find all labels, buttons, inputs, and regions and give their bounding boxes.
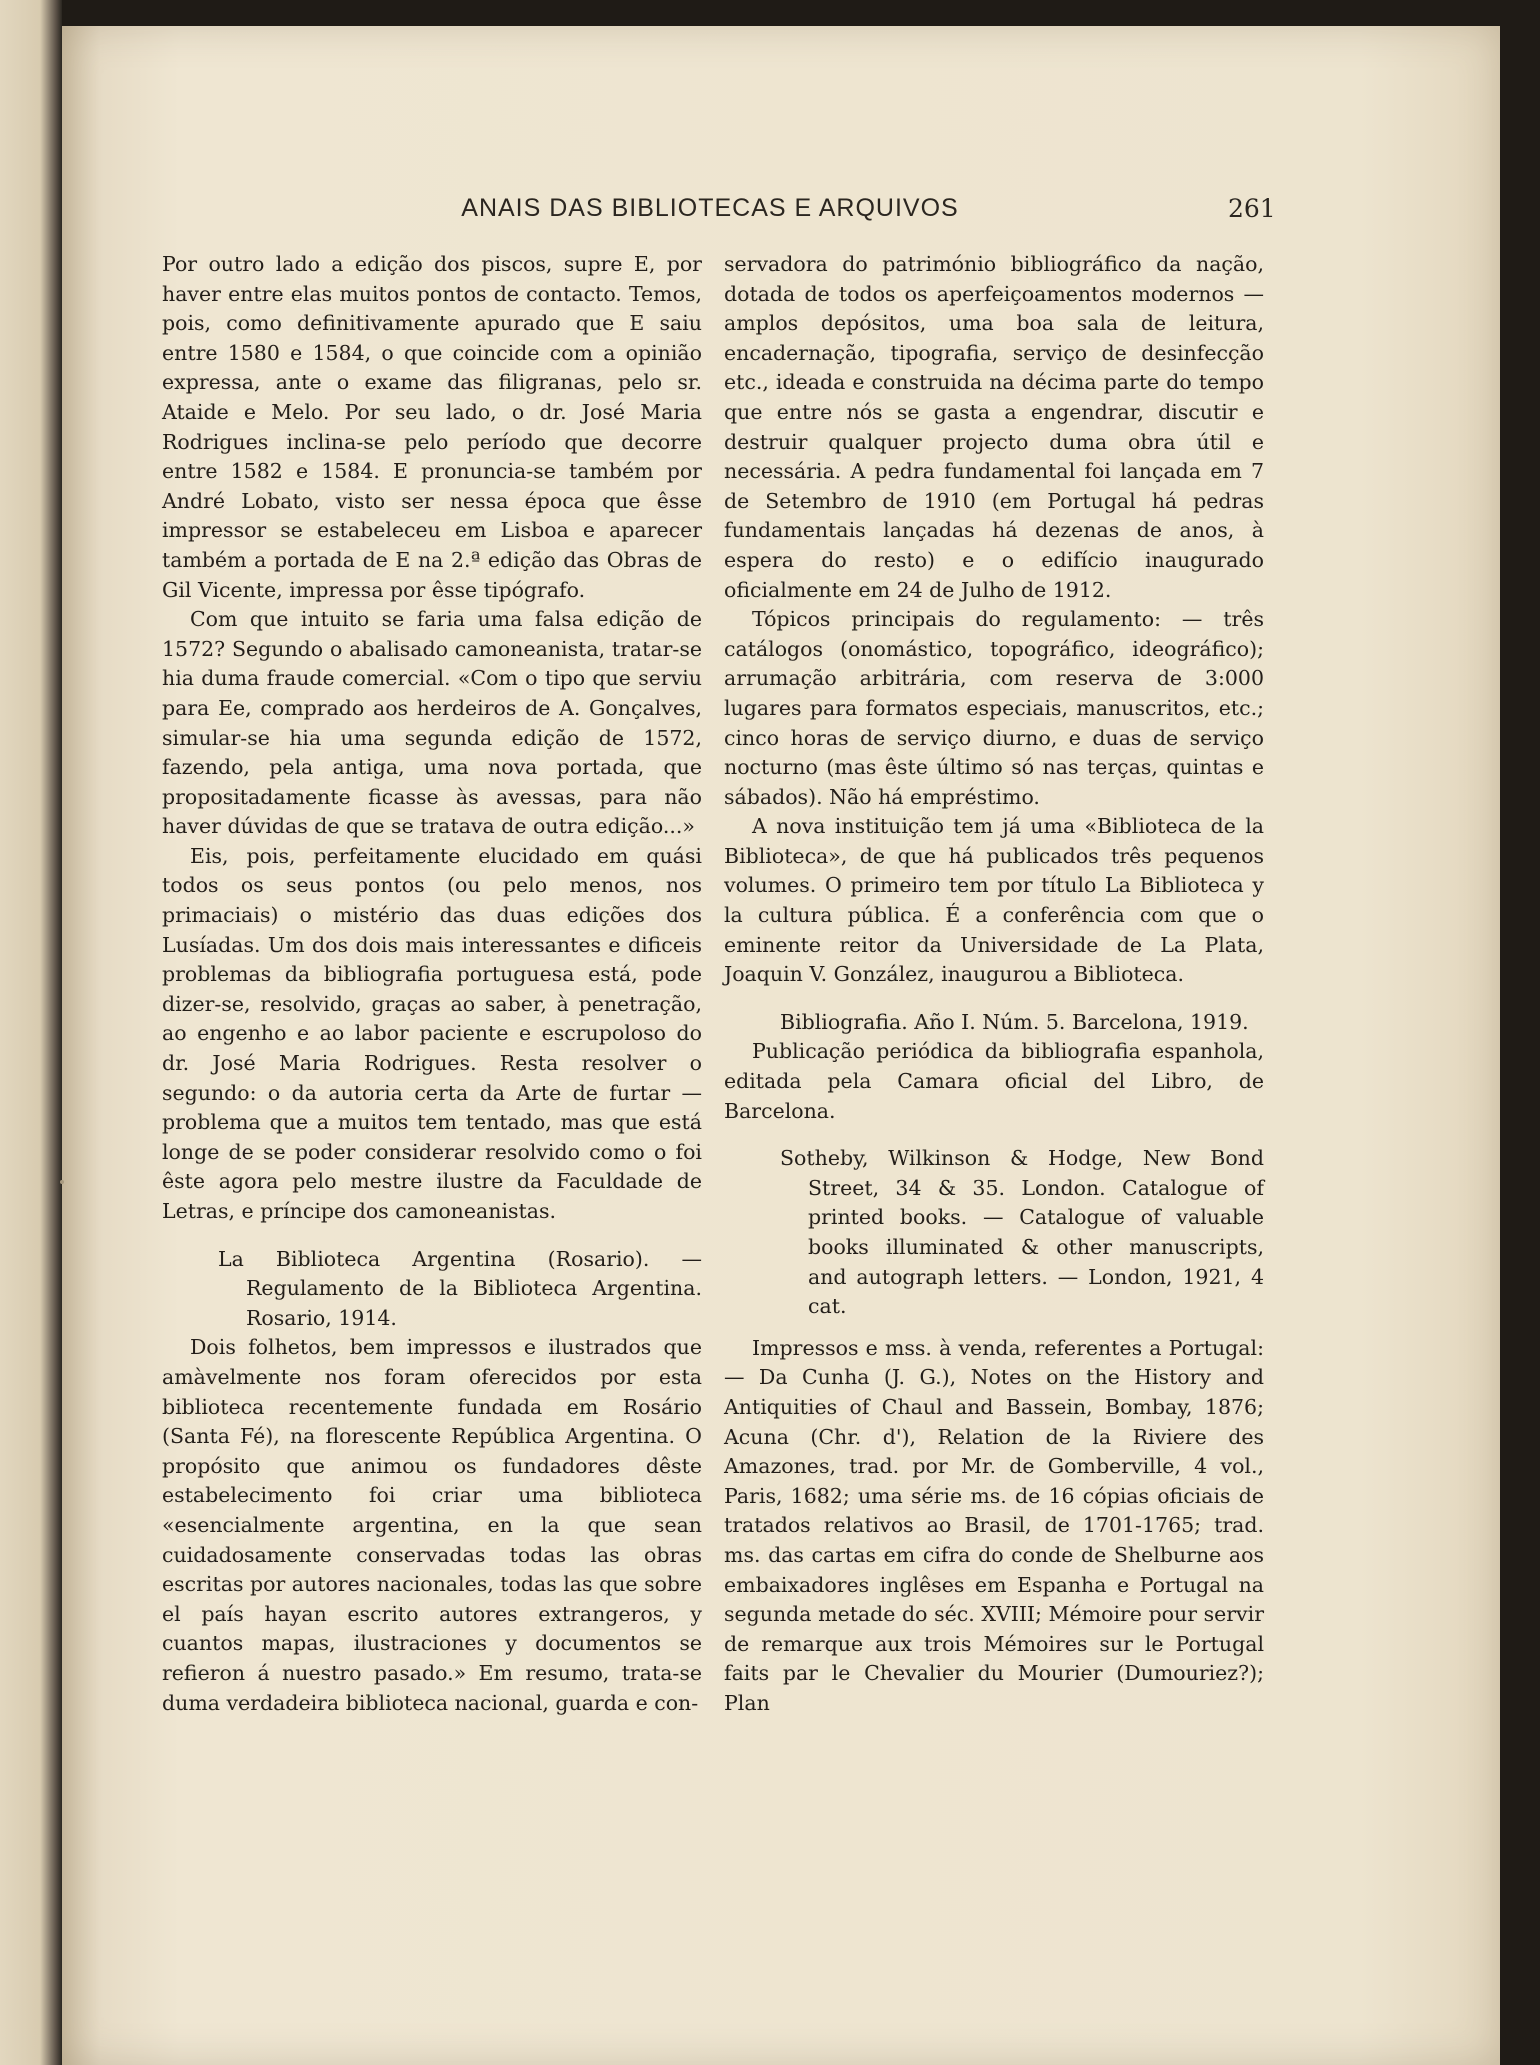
paragraph: Dois folhetos, bem impressos e ilustrados que amàvelmente nos foram oferecidos por esta biblioteca recentemente fundada em Rosário (Santa Fé), na florescente República Argentina. O propósito que animou os fundadores dêste estabelecimento foi criar uma biblioteca «esencialmente argentina, en la que sean cuidadosamente conservadas todas las obras escritas por autores nacionales, todas las que sobre el país hayan escrito autores extrangeros, y cuantos mapas, ilustraciones y documentos se refieron á nuestro pasado.» Em resumo, trata-se duma verdadeira biblioteca nacional, guarda e con- <box>162 1335 702 1715</box>
bibliographic-entry: Sotheby, Wilkinson & Hodge, New Bond Street, 34 & 35. London. Catalogue of printed books. — Catalogue of valuable books illuminated & other manuscripts, and autograph letters. — London, 1921, 4 cat. <box>780 1146 1264 1319</box>
paragraph: Tópicos principais do regulamento: — três catálogos (onomástico, topográfico, ideográfico); arrumação arbitrária, com reserva de 3:000 lugares para formatos especiais, manuscritos, etc.; cinco horas de serviço diurno, e duas de serviço nocturno (mas êste último só nas terças, quintas e sábados). Não há empréstimo. <box>724 607 1264 809</box>
paragraph: Impressos e mss. à venda, referentes a Portugal: — Da Cunha (J. G.), Notes on the History and Antiquities of Chaul and Bassein, Bombay, 1876; Acuna (Chr. d'), Relation de la Riviere des Amazones, trad. por Mr. de Gomberville, 4 vol., Paris, 1682; uma série ms. de 16 cópias oficiais de tratados relativos ao Brasil, de 1701-1765; trad. ms. das cartas em cifra do conde de Shelburne aos embaixadores inglêses em Espanha e Portugal na segunda metade do séc. XVIII; Mémoire pour servir de remarque aux trois Mémoires sur le Portugal faits par le Chevalier du Mourier (Dumouriez?); Plan <box>724 1335 1264 1715</box>
running-title: ANAIS DAS BIBLIOTECAS E ARQUIVOS <box>461 194 959 222</box>
page-gutter <box>0 0 62 2065</box>
paragraph: Publicação periódica da bibliografia espanhola, editada pela Camara oficial del Libro, de Barcelona. <box>724 1039 1264 1123</box>
paragraph: servadora do património bibliográfico da nação, dotada de todos os aperfeiçoamentos modernos — amplos depósitos, uma boa sala de leitura, encadernação, tipografia, serviço de desinfecção etc., ideada e construida na décima parte do tempo que entre nós se gasta a engendrar, discutir e destruir qualquer projecto duma obra útil e necessária. A pedra fundamental foi lançada em 7 de Setembro de 1910 (em Portugal há pedras fundamentais lançadas há dezenas de anos, à espera do resto) e o edifício inaugurado oficialmente em 24 de Julho de 1912. <box>724 252 1264 602</box>
paper-spot <box>60 1180 64 1184</box>
paragraph: Por outro lado a edição dos piscos, supre E, por haver entre elas muitos pontos de contacto. Temos, pois, como definitivamente apurado que E saiu entre 1580 e 1584, o que coincide com a opinião expressa, ante o exame das filigranas, pelo sr. Ataide e Melo. Por seu lado, o dr. José Maria Rodrigues inclina-se pelo período que decorre entre 1582 e 1584. E pronuncia-se também por André Lobato, visto ser nessa época que êsse impressor se estabeleceu em Lisboa e aparecer também a portada de E na 2.ª edição das Obras de Gil Vicente, impressa por êsse tipógrafo. <box>162 252 702 602</box>
left-column <box>162 250 702 1718</box>
bibliographic-entry: Bibliografia. Año I. Núm. 5. Barcelona, 1919. <box>780 1009 1249 1034</box>
paragraph: A nova instituição tem já uma «Biblioteca de la Biblioteca», de que há publicados três pequenos volumes. O primeiro tem por título La Biblioteca y la cultura pública. É a conferência com que o eminente reitor da Universidade de La Plata, Joaquin V. González, inaugurou a Biblioteca. <box>724 814 1264 987</box>
page-number: 261 <box>1228 194 1276 223</box>
paragraph: Eis, pois, perfeitamente elucidado em quási todos os seus pontos (ou pelo menos, nos primaciais) o mistério das duas edições dos Lusíadas. Um dos dois mais interessantes e dificeis problemas da bibliografia portuguesa está, pode dizer-se, resolvido, graças ao saber, à penetração, ao engenho e ao labor paciente e escrupoloso do dr. José Maria Rodrigues. Resta resolver o segundo: o da autoria certa da Arte de furtar — problema que a muitos tem tentado, mas que está longe de se poder considerar resolvido como o foi êste agora pelo mestre ilustre da Faculdade de Letras, e príncipe dos camoneanistas. <box>162 843 702 1223</box>
bibliographic-entry: La Biblioteca Argentina (Rosario). — Regulamento de la Biblioteca Argentina. Rosario, 1914. <box>218 1246 702 1330</box>
right-column <box>724 250 1264 1719</box>
paragraph: Com que intuito se faria uma falsa edição de 1572? Segundo o abalisado camoneanista, tratar-se hia duma fraude comercial. «Com o tipo que serviu para Ee, comprado aos herdeiros de A. Gonçalves, simular-se hia uma segunda edição de 1572, fazendo, pela antiga, uma nova portada, que propositadamente ficasse às avessas, para não haver dúvidas de que se tratava de outra edição...» <box>162 607 702 839</box>
